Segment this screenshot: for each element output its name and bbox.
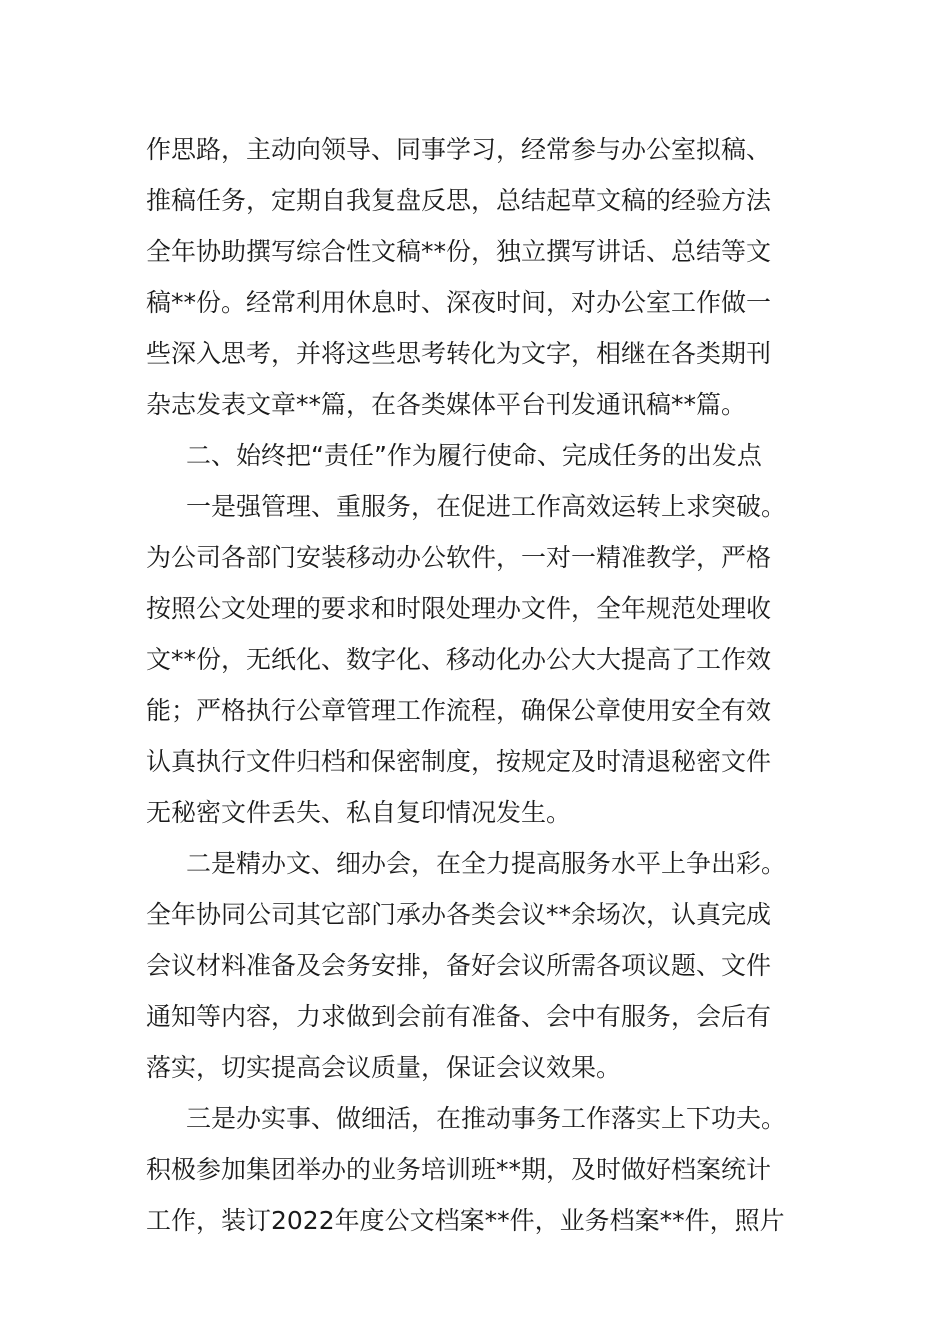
text-line: 按照公文处理的要求和时限处理办文件，全年规范处理收 (146, 594, 772, 623)
text-line: 无秘密文件丢失、私自复印情况发生。 (146, 798, 572, 827)
text-line: 落实，切实提高会议质量，保证会议效果。 (146, 1053, 622, 1082)
text-line: 能；严格执行公章管理工作流程，确保公章使用安全有效 (146, 696, 772, 725)
text-line: 些深入思考，并将这些思考转化为文字，相继在各类期刊 (146, 339, 772, 368)
text-line: 通知等内容，力求做到会前有准备、会中有服务，会后有 (146, 1002, 772, 1031)
text-line: 全年协助撰写综合性文稿**份，独立撰写讲话、总结等文 (146, 237, 772, 266)
text-line: 推稿任务，定期自我复盘反思，总结起草文稿的经验方法 (146, 186, 772, 215)
text-line: 积极参加集团举办的业务培训班**期，及时做好档案统计 (146, 1155, 772, 1184)
paragraph-heading: 一是强管理、重服务，在促进工作高效运转上求突破。 (186, 492, 787, 521)
text-line: 文**份，无纸化、数字化、移动化办公大大提高了工作效 (146, 645, 772, 674)
section-heading: 二、始终把“责任”作为履行使命、完成任务的出发点 (186, 441, 762, 470)
text-line: 认真执行文件归档和保密制度，按规定及时清退秘密文件 (146, 747, 772, 776)
text-line: 工作，装订2022年度公文档案**件，业务档案**件，照片 (146, 1206, 785, 1235)
paragraph-heading: 三是办实事、做细活，在推动事务工作落实上下功夫。 (186, 1104, 787, 1133)
text-line: 为公司各部门安装移动办公软件，一对一精准教学，严格 (146, 543, 772, 572)
text-line: 杂志发表文章**篇，在各类媒体平台刊发通讯稿**篇。 (146, 390, 747, 419)
text-line: 全年协同公司其它部门承办各类会议**余场次，认真完成 (146, 900, 772, 929)
paragraph-heading: 二是精办文、细办会，在全力提高服务水平上争出彩。 (186, 849, 787, 878)
text-line: 稿**份。经常利用休息时、深夜时间，对办公室工作做一 (146, 288, 772, 317)
text-line: 会议材料准备及会务安排，备好会议所需各项议题、文件 (146, 951, 772, 980)
text-line: 作思路，主动向领导、同事学习，经常参与办公室拟稿、 (146, 135, 772, 164)
